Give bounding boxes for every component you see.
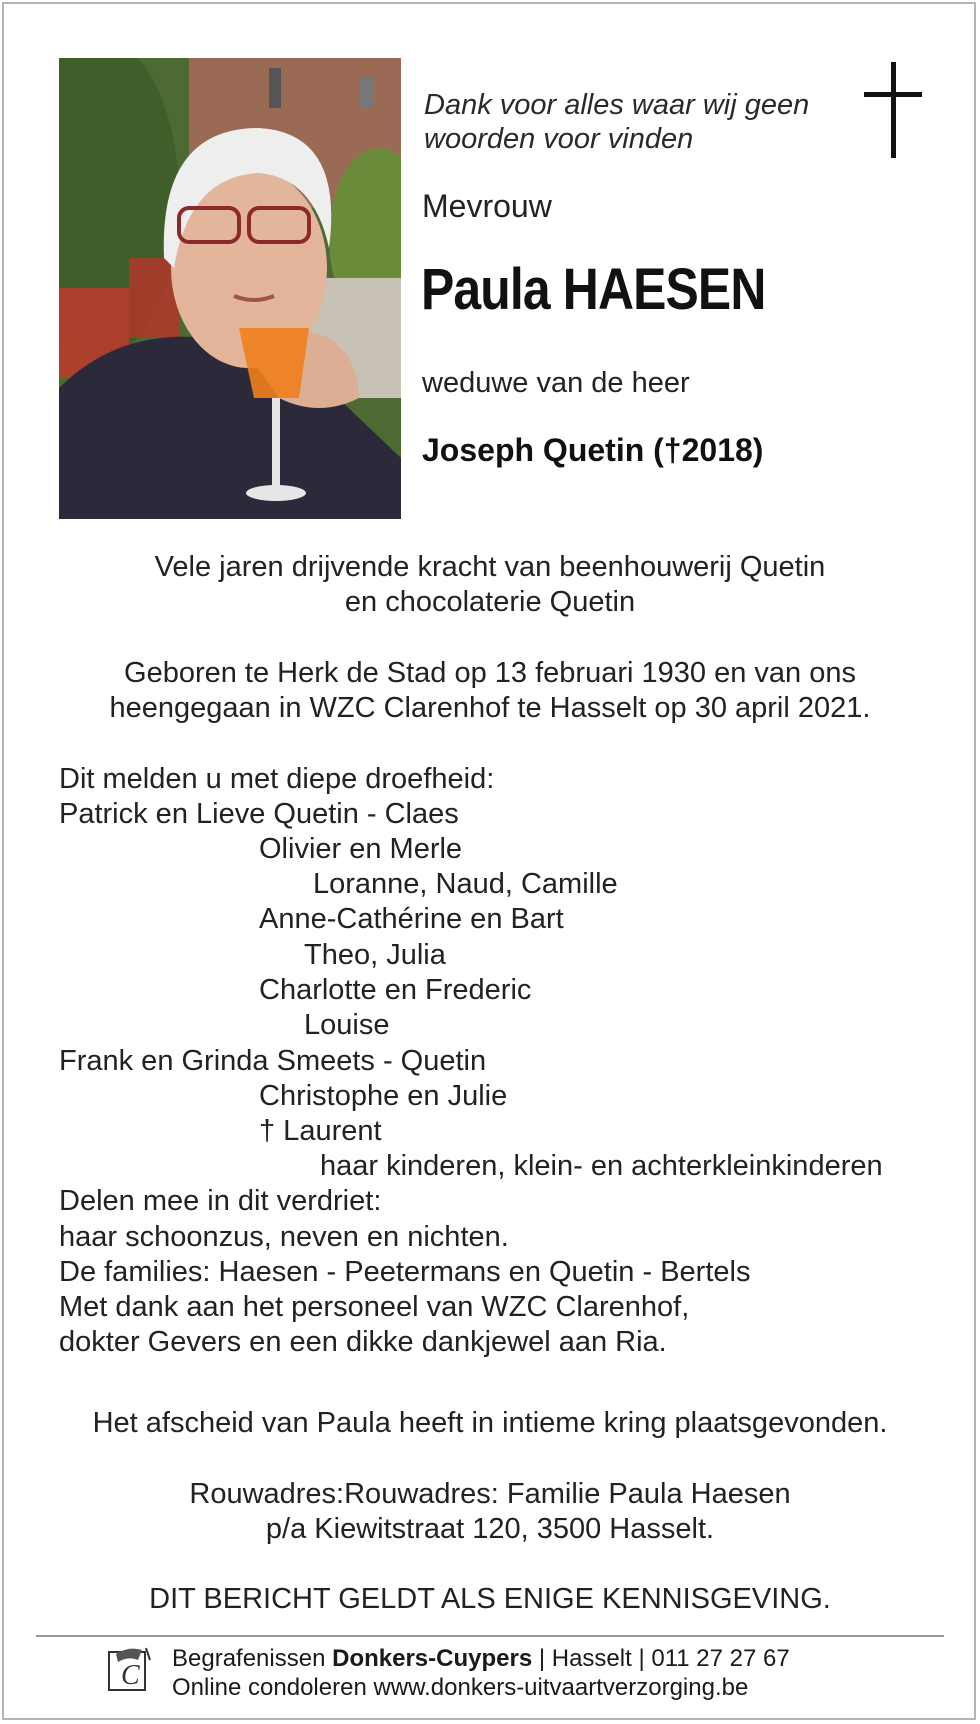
- family-line: † Laurent: [259, 1115, 382, 1147]
- birth-death-text: [40, 656, 940, 726]
- online-condolence-link[interactable]: Online condoleren www.donkers-uitvaartverzorging.be: [172, 1674, 749, 1701]
- address-line-2: p/a Kiewitstraat 120, 3500 Hasselt.: [265, 1513, 715, 1545]
- funeral-home-logo: [108, 1646, 152, 1692]
- notice-text: DIT BERICHT GELDT ALS ENIGE KENNISGEVING.: [149, 1583, 831, 1615]
- portrait-photo: [59, 58, 401, 519]
- motto-line-1: Dank voor alles waar wij geen: [424, 89, 810, 121]
- funeral-home-line: [172, 1644, 790, 1674]
- footer-contact: | Hasselt | 011 27 27 67: [532, 1645, 790, 1672]
- footer-prefix: Begrafenissen: [172, 1645, 326, 1672]
- family-line: haar schoonzus, neven en nichten.: [59, 1221, 509, 1253]
- family-line: Loranne, Naud, Camille: [313, 868, 618, 900]
- spouse-name: Joseph Quetin (†2018): [422, 432, 764, 468]
- latin-cross-icon: [864, 62, 922, 158]
- motto-quote: [424, 88, 854, 156]
- family-line: Dit melden u met diepe droefheid:: [59, 763, 495, 795]
- family-line: Christophe en Julie: [259, 1080, 508, 1112]
- funeral-home-name: Donkers-Cuypers: [332, 1645, 533, 1672]
- career-line-1: Vele jaren drijvende kracht van beenhouwerij Quetin: [154, 551, 826, 583]
- family-line: dokter Gevers en een dikke dankjewel aan Ria.: [59, 1326, 667, 1358]
- family-line: De families: Haesen - Peetermans en Quetin - Bertels: [59, 1256, 751, 1288]
- family-line: haar kinderen, klein- en achterkleinkinderen: [320, 1150, 883, 1182]
- honorific: Mevrouw: [422, 188, 552, 224]
- family-line: Louise: [304, 1009, 390, 1041]
- family-line: Frank en Grinda Smeets - Quetin: [59, 1045, 487, 1077]
- family-line: Olivier en Merle: [259, 833, 463, 865]
- birth-death-line-1: Geboren te Herk de Stad op 13 februari 1930 en van ons: [124, 657, 856, 689]
- family-line: Anne-Cathérine en Bart: [259, 903, 564, 935]
- family-line: Charlotte en Frederic: [259, 974, 532, 1006]
- svg-text:C: C: [121, 1660, 140, 1691]
- family-line: Patrick en Lieve Quetin - Claes: [59, 798, 459, 830]
- footer-divider: [36, 1635, 944, 1637]
- birth-death-line-2: heengegaan in WZC Clarenhof te Hasselt op 30 april 2021.: [109, 692, 871, 724]
- relation-text: weduwe van de heer: [422, 367, 690, 399]
- motto-line-2: woorden voor vinden: [424, 123, 694, 155]
- career-text: [40, 550, 940, 620]
- deceased-name: Paula HAESEN: [421, 257, 766, 322]
- family-line: Theo, Julia: [304, 939, 446, 971]
- career-line-2: en chocolaterie Quetin: [344, 586, 636, 618]
- address-line-1: Rouwadres:Rouwadres: Familie Paula Haesen: [189, 1478, 791, 1510]
- mourning-address: [40, 1477, 940, 1547]
- farewell-text: Het afscheid van Paula heeft in intieme kring plaatsgevonden.: [92, 1407, 888, 1439]
- family-line: Met dank aan het personeel van WZC Clarenhof,: [59, 1291, 690, 1323]
- family-line: Delen mee in dit verdriet:: [59, 1185, 382, 1217]
